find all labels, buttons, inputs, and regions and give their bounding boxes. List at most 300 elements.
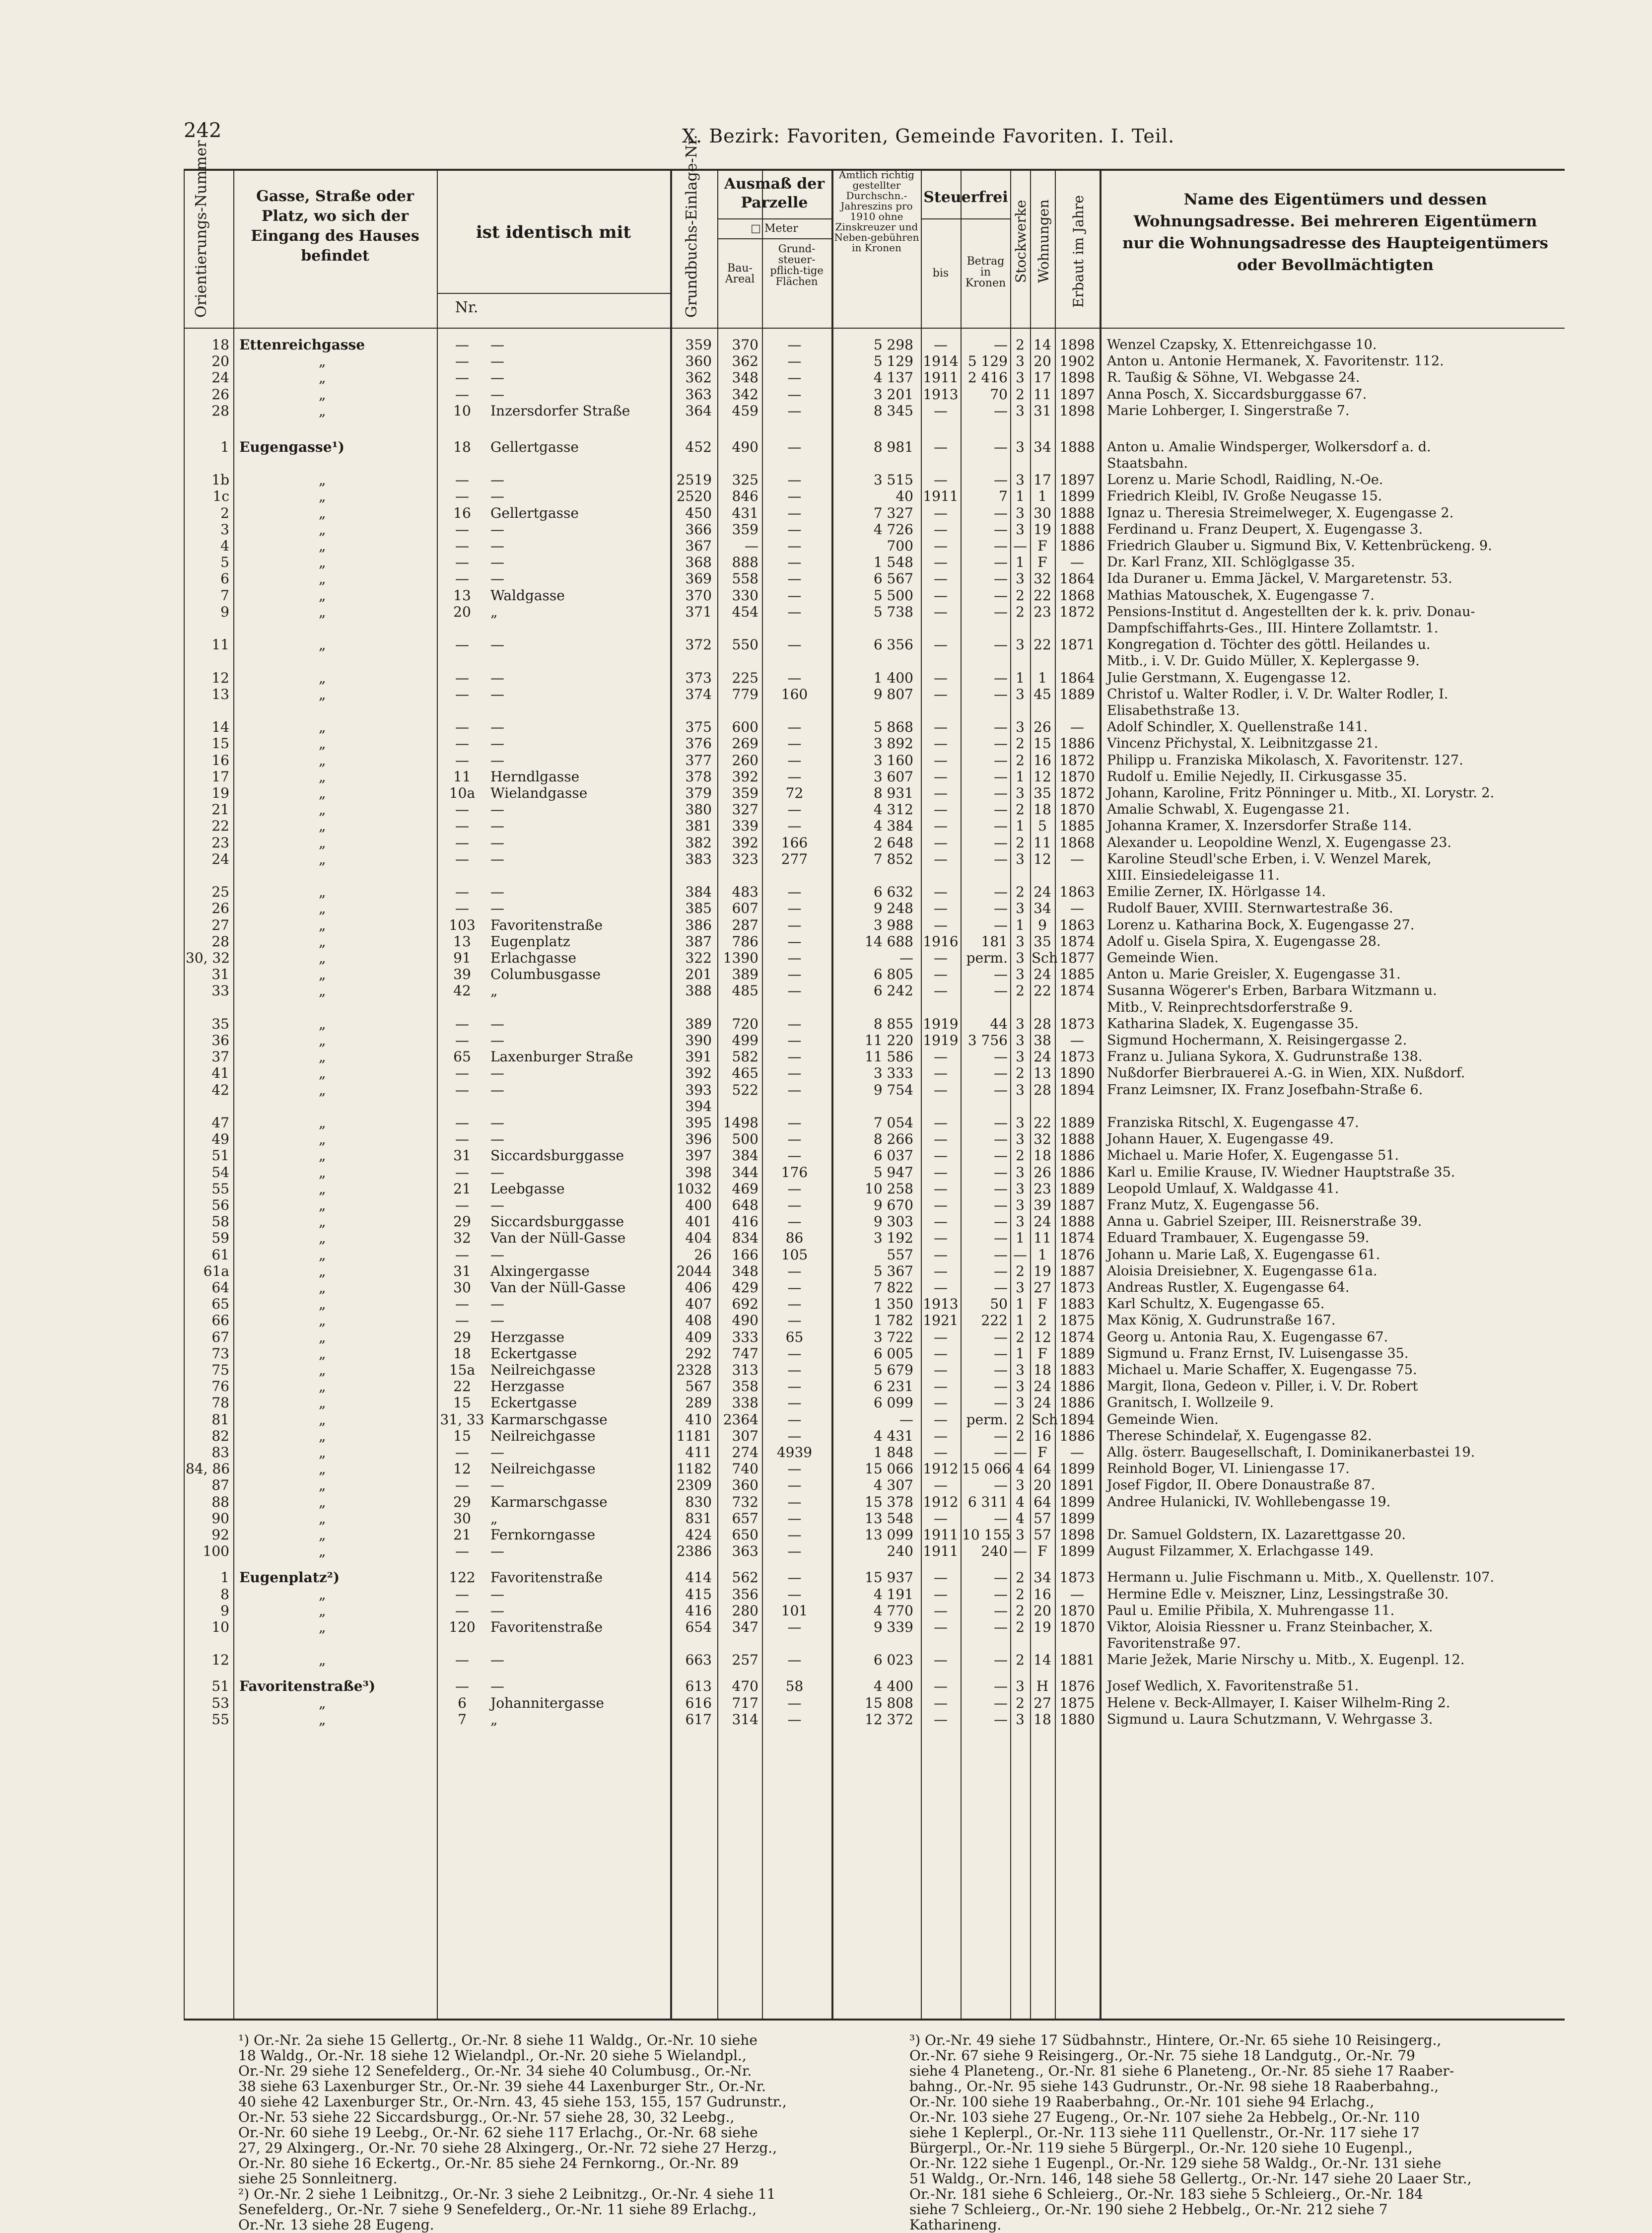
cell-grundsteuer: — <box>787 438 802 455</box>
cell-street: „ <box>319 801 326 818</box>
cell-ident-nr: — <box>455 686 469 702</box>
cell-jahreszins: 11 586 <box>865 1048 913 1065</box>
table-row <box>184 1586 1565 1603</box>
cell-ident-street: — <box>490 1032 504 1049</box>
cell-owner: Friedrich Kleibl, IV. Große Neugasse 15. <box>1107 488 1382 504</box>
cell-ident-street: Leebgasse <box>490 1180 565 1197</box>
cell-ident-street: Eckertgasse <box>490 1345 577 1362</box>
cell-wohnungen: 24 <box>1033 884 1051 901</box>
cell-stockwerke: 3 <box>1016 785 1025 802</box>
cell-ident-nr: — <box>455 1444 469 1461</box>
header-jahreszins: Amtlich richtig gestellter Durchschn.-Jahreszins pro 1910 ohne Zinskreuzer und Neben-gebühren in Kronen <box>834 169 919 254</box>
cell-jahreszins: 4 400 <box>873 1678 913 1695</box>
cell-wohnungen: 2 <box>1038 1312 1047 1329</box>
cell-ident-street: — <box>490 353 504 370</box>
cell-street: „ <box>319 1378 326 1395</box>
cell-steuerfrei-bis: — <box>934 1180 948 1197</box>
cell-jahreszins: 5 947 <box>873 1164 913 1181</box>
cell-ident-nr: — <box>455 1015 469 1032</box>
footnote-line: Or.-Nr. 100 siehe 19 Raaberbahng., Or.-Nr. 101 siehe 94 Erlachg., <box>909 2093 1375 2110</box>
cell-steuerfrei-bis: — <box>934 1213 948 1230</box>
cell-orientation: 61a <box>203 1262 229 1279</box>
cell-bau-areal: 269 <box>732 735 758 752</box>
cell-ident-street: — <box>490 1115 504 1131</box>
cell-owner: Julie Gerstmann, X. Eugengasse 12. <box>1107 670 1351 686</box>
cell-jahreszins: 6 567 <box>873 570 913 587</box>
cell-orientation: 53 <box>211 1694 229 1711</box>
cell-ident-street: — <box>490 1678 504 1695</box>
cell-jahreszins: 240 <box>887 1543 913 1560</box>
cell-orientation: 1c <box>212 488 229 505</box>
footnote-line: 40 siehe 42 Laxenburger Str., Or.-Nrn. 43, 45 siehe 153, 155, 157 Gudrunstr., <box>238 2093 787 2110</box>
cell-bau-areal: 327 <box>732 801 758 818</box>
cell-steuerfrei-bis: 1911 <box>923 488 959 505</box>
cell-grundsteuer: 72 <box>785 785 804 802</box>
cell-wohnungen: F <box>1037 538 1047 555</box>
cell-stockwerke: 1 <box>1016 768 1025 785</box>
cell-street: „ <box>319 538 326 555</box>
cell-orientation: 73 <box>211 1345 229 1362</box>
cell-orientation: 37 <box>211 1048 229 1065</box>
cell-owner: Elisabethstraße 13. <box>1107 703 1240 719</box>
cell-steuerfrei-bis: — <box>934 818 948 835</box>
table-row <box>184 1329 1565 1346</box>
cell-steuerfrei-bis: 1912 <box>923 1493 959 1510</box>
cell-ident-street: Favoritenstraße <box>490 1618 603 1635</box>
cell-wohnungen: 16 <box>1033 1427 1051 1444</box>
cell-street: „ <box>319 1230 326 1247</box>
cell-ident-nr: 16 <box>453 504 471 521</box>
cell-grundsteuer: 86 <box>785 1230 804 1247</box>
cell-jahreszins: 4 307 <box>873 1477 913 1494</box>
cell-steuerfrei-betrag: 3 756 <box>967 1032 1008 1049</box>
cell-wohnungen: F <box>1037 1444 1047 1461</box>
cell-wohnungen: 34 <box>1033 1569 1051 1586</box>
cell-erbaut: 1886 <box>1059 1378 1095 1395</box>
cell-ident-street: — <box>490 834 504 851</box>
footnote-line: Katharineng. <box>909 2217 1002 2233</box>
cell-grundsteuer: — <box>787 587 802 604</box>
cell-owner: Johann Hauer, X. Eugengasse 49. <box>1107 1131 1334 1147</box>
table-row <box>184 554 1565 571</box>
cell-street: „ <box>319 719 326 736</box>
cell-ident-nr: — <box>455 1081 469 1098</box>
cell-grundbuch: 2519 <box>676 472 712 488</box>
cell-grundbuch: 452 <box>685 438 712 455</box>
cell-bau-areal: 469 <box>732 1180 758 1197</box>
cell-owner: Rudolf Bauer, XVIII. Sternwartestraße 36. <box>1107 901 1393 916</box>
cell-steuerfrei-bis: 1919 <box>923 1015 959 1032</box>
cell-ident-nr: 15 <box>453 1395 471 1411</box>
cell-stockwerke: 2 <box>1016 1262 1025 1279</box>
cell-street: „ <box>319 1461 326 1477</box>
cell-steuerfrei-betrag: — <box>994 587 1008 604</box>
cell-stockwerke: 1 <box>1016 1296 1025 1313</box>
table-row <box>184 1411 1565 1428</box>
cell-erbaut: 1887 <box>1059 1262 1095 1279</box>
cell-ident-street: Eckertgasse <box>490 1395 577 1411</box>
cell-grundbuch: 401 <box>685 1213 712 1230</box>
cell-steuerfrei-bis: — <box>934 1711 948 1728</box>
cell-street: „ <box>319 1246 326 1263</box>
cell-grundsteuer: — <box>787 1131 802 1148</box>
cell-owner: Ferdinand u. Franz Deupert, X. Eugengasse 3. <box>1107 521 1423 537</box>
cell-orientation: 1 <box>220 438 229 455</box>
cell-steuerfrei-bis: 1919 <box>923 1032 959 1049</box>
table-row <box>184 1428 1565 1445</box>
cell-stockwerke: 3 <box>1016 686 1025 702</box>
cell-wohnungen: 24 <box>1033 1395 1051 1411</box>
cell-bau-areal: 490 <box>732 438 758 455</box>
cell-jahreszins: 9 754 <box>873 1081 913 1098</box>
cell-grundbuch: 370 <box>685 587 712 604</box>
cell-owner: Eduard Trambauer, X. Eugengasse 59. <box>1107 1230 1370 1246</box>
cell-wohnungen: 20 <box>1033 1477 1051 1494</box>
cell-jahreszins: 3 192 <box>873 1230 913 1247</box>
footnote-line: Or.-Nr. 122 siehe 1 Eugenpl., Or.-Nr. 129 siehe 58 Waldg., Or.-Nr. 131 siehe <box>909 2155 1442 2171</box>
cell-orientation: 76 <box>211 1378 229 1395</box>
cell-grundsteuer: — <box>787 636 802 653</box>
cell-wohnungen: 24 <box>1033 1378 1051 1395</box>
cell-erbaut: 1863 <box>1059 884 1095 901</box>
cell-steuerfrei-betrag: 7 <box>999 488 1008 505</box>
cell-grundbuch: 385 <box>685 900 712 917</box>
cell-jahreszins: 5 298 <box>873 337 913 353</box>
cell-owner: Pensions-Institut d. Angestellten der k. k. priv. Donau- <box>1107 604 1475 620</box>
cell-street: „ <box>319 1477 326 1494</box>
cell-street: „ <box>319 1048 326 1065</box>
cell-ident-street: Laxenburger Straße <box>490 1048 633 1065</box>
cell-erbaut: 1876 <box>1059 1678 1095 1695</box>
cell-street: „ <box>319 1527 326 1543</box>
table-row <box>184 1230 1565 1247</box>
cell-jahreszins: 6 023 <box>873 1652 913 1669</box>
cell-ident-nr: — <box>455 369 469 386</box>
cell-wohnungen: 32 <box>1033 1131 1051 1148</box>
cell-orientation: 4 <box>220 538 229 555</box>
cell-bau-areal: 416 <box>732 1213 758 1230</box>
cell-steuerfrei-betrag: — <box>994 1197 1008 1214</box>
cell-steuerfrei-betrag: — <box>994 1131 1008 1148</box>
cell-jahreszins: 1 350 <box>873 1296 913 1313</box>
cell-steuerfrei-betrag: — <box>994 1569 1008 1586</box>
cell-wohnungen: 45 <box>1033 686 1051 702</box>
cell-wohnungen: 22 <box>1033 982 1051 999</box>
cell-erbaut: 1886 <box>1059 1427 1095 1444</box>
cell-erbaut: 1897 <box>1059 386 1095 403</box>
cell-steuerfrei-betrag: — <box>994 1618 1008 1635</box>
cell-erbaut: 1886 <box>1059 1395 1095 1411</box>
header-nr: Nr. <box>455 299 479 316</box>
cell-ident-nr: — <box>455 1602 469 1619</box>
cell-ident-nr: — <box>455 538 469 555</box>
cell-stockwerke: 3 <box>1016 472 1025 488</box>
cell-orientation: 23 <box>211 834 229 851</box>
cell-stockwerke: 3 <box>1016 521 1025 538</box>
cell-orientation: 51 <box>211 1678 229 1695</box>
cell-orientation: 28 <box>211 402 229 419</box>
cell-wohnungen: 35 <box>1033 785 1051 802</box>
cell-steuerfrei-bis: — <box>934 1048 948 1065</box>
cell-grundbuch: 360 <box>685 353 712 370</box>
cell-orientation: 55 <box>211 1711 229 1728</box>
cell-jahreszins: 3 515 <box>873 472 913 488</box>
cell-street: „ <box>319 1131 326 1148</box>
cell-ident-nr: 10 <box>453 402 471 419</box>
cell-grundbuch: 391 <box>685 1048 712 1065</box>
cell-orientation: 26 <box>211 386 229 403</box>
cell-bau-areal: 550 <box>732 636 758 653</box>
cell-steuerfrei-betrag: — <box>994 1180 1008 1197</box>
cell-bau-areal: 648 <box>732 1197 758 1214</box>
cell-bau-areal: 499 <box>732 1032 758 1049</box>
cell-steuerfrei-betrag: — <box>994 916 1008 933</box>
cell-stockwerke: 3 <box>1016 1678 1025 1695</box>
cell-wohnungen: 19 <box>1033 1618 1051 1635</box>
cell-street: „ <box>319 488 326 505</box>
cell-owner: Johann u. Marie Laß, X. Eugengasse 61. <box>1107 1247 1380 1262</box>
cell-ident-nr: 42 <box>453 982 471 999</box>
table-row <box>184 1652 1565 1669</box>
cell-ident-street: — <box>490 472 504 488</box>
cell-ident-street: Siccardsburggasse <box>490 1213 624 1230</box>
cell-grundsteuer: — <box>787 950 802 967</box>
cell-steuerfrei-bis: 1912 <box>923 1461 959 1477</box>
cell-erbaut: 1889 <box>1059 1180 1095 1197</box>
cell-wohnungen: 32 <box>1033 570 1051 587</box>
cell-ident-nr: 10a <box>449 785 476 802</box>
table-row <box>184 386 1565 403</box>
cell-bau-areal: 779 <box>732 686 758 702</box>
cell-owner: Christof u. Walter Rodler, i. V. Dr. Walter Rodler, I. <box>1107 686 1448 702</box>
cell-ident-nr: — <box>455 1246 469 1263</box>
table-row <box>184 636 1565 653</box>
cell-grundbuch: 367 <box>685 538 712 555</box>
header-ausmass: Ausmaß der Parzelle <box>724 175 825 211</box>
cell-grundbuch: 407 <box>685 1296 712 1313</box>
cell-grundbuch: 359 <box>685 337 712 353</box>
cell-bau-areal: 657 <box>732 1510 758 1527</box>
cell-ident-street: — <box>490 850 504 867</box>
cell-jahreszins: 3 988 <box>873 916 913 933</box>
cell-ident-street: — <box>490 735 504 752</box>
cell-stockwerke: 3 <box>1016 1213 1025 1230</box>
table-row <box>184 472 1565 488</box>
cell-owner: Reinhold Boger, VI. Liniengasse 17. <box>1107 1461 1350 1477</box>
footnote-line: 18 Waldg., Or.-Nr. 18 siehe 12 Wielandpl., Or.-Nr. 20 siehe 5 Wielandpl., <box>238 2047 747 2064</box>
table-row <box>184 867 1565 884</box>
cell-steuerfrei-bis: — <box>934 1131 948 1148</box>
cell-owner: Franziska Ritschl, X. Eugengasse 47. <box>1107 1115 1359 1131</box>
cell-erbaut: 1889 <box>1059 1345 1095 1362</box>
cell-wohnungen: 1 <box>1038 1246 1047 1263</box>
cell-stockwerke: 2 <box>1016 834 1025 851</box>
cell-street: „ <box>319 1164 326 1181</box>
cell-stockwerke: — <box>1013 538 1027 555</box>
cell-street: „ <box>319 1262 326 1279</box>
table-row <box>184 1619 1565 1636</box>
cell-wohnungen: 28 <box>1033 1015 1051 1032</box>
cell-ident-street: — <box>490 1312 504 1329</box>
cell-wohnungen: 19 <box>1033 1262 1051 1279</box>
cell-grundsteuer: — <box>787 1362 802 1379</box>
cell-owner: Hermine Edle v. Meiszner, Linz, Lessingstraße 30. <box>1107 1586 1449 1602</box>
cell-ident-street: „ <box>490 603 498 620</box>
cell-ident-street: Favoritenstraße <box>490 916 603 933</box>
cell-grundbuch: 390 <box>685 1032 712 1049</box>
header-bau-areal: Bau-Areal <box>725 262 755 285</box>
cell-grundbuch: 368 <box>685 554 712 571</box>
cell-jahreszins: 6 242 <box>873 982 913 999</box>
table-row <box>184 719 1565 736</box>
cell-bau-areal: 348 <box>732 1262 758 1279</box>
cell-orientation: 1b <box>211 472 229 488</box>
cell-erbaut: 1873 <box>1059 1279 1095 1296</box>
cell-jahreszins: 4 770 <box>873 1602 913 1619</box>
cell-ident-nr: 13 <box>453 587 471 604</box>
cell-steuerfrei-betrag: 70 <box>990 386 1008 403</box>
table-row <box>184 752 1565 769</box>
header-street: Gasse, Straße oder Platz, wo sich der Eingang des Hauses befindet <box>251 188 419 265</box>
cell-orientation: 12 <box>211 1652 229 1669</box>
cell-erbaut: — <box>1070 1586 1084 1603</box>
cell-jahreszins: 9 339 <box>873 1618 913 1635</box>
table-row <box>184 570 1565 587</box>
cell-street: „ <box>319 1427 326 1444</box>
cell-steuerfrei-bis: — <box>934 1652 948 1669</box>
cell-wohnungen: 31 <box>1033 402 1051 419</box>
cell-stockwerke: 1 <box>1016 818 1025 835</box>
cell-steuerfrei-betrag: — <box>994 538 1008 555</box>
cell-grundbuch: 384 <box>685 884 712 901</box>
cell-steuerfrei-betrag: — <box>994 686 1008 702</box>
cell-grundsteuer: 58 <box>785 1678 804 1695</box>
table-row <box>184 1461 1565 1477</box>
footnote-line: Bürgerpl., Or.-Nr. 119 siehe 5 Bürgerpl., Or.-Nr. 120 siehe 10 Eugenpl., <box>909 2140 1413 2156</box>
cell-street: „ <box>319 1296 326 1313</box>
cell-owner: Lorenz u. Katharina Bock, X. Eugengasse 27. <box>1107 917 1415 933</box>
cell-erbaut: — <box>1070 554 1084 571</box>
cell-jahreszins: 1 848 <box>873 1444 913 1461</box>
cell-wohnungen: 22 <box>1033 587 1051 604</box>
cell-wohnungen: 19 <box>1033 521 1051 538</box>
table-row <box>184 950 1565 967</box>
cell-grundsteuer: — <box>787 801 802 818</box>
table-row <box>184 1510 1565 1527</box>
cell-grundbuch: 369 <box>685 570 712 587</box>
cell-wohnungen: 9 <box>1038 916 1047 933</box>
cell-wohnungen: Sch <box>1032 1411 1058 1428</box>
cell-orientation: 42 <box>211 1081 229 1098</box>
table-row <box>184 1635 1565 1652</box>
cell-owner: Rudolf u. Emilie Nejedly, II. Cirkusgasse 35. <box>1107 768 1407 784</box>
table-row <box>184 785 1565 802</box>
cell-street: „ <box>319 1279 326 1296</box>
cell-steuerfrei-bis: 1914 <box>923 353 959 370</box>
cell-jahreszins: 12 372 <box>865 1711 913 1728</box>
cell-steuerfrei-bis: 1916 <box>923 933 959 950</box>
cell-erbaut: 1890 <box>1059 1065 1095 1082</box>
cell-orientation: 12 <box>211 669 229 686</box>
cell-stockwerke: 3 <box>1016 1362 1025 1379</box>
cell-ident-street: — <box>490 752 504 768</box>
cell-grundbuch: 424 <box>685 1527 712 1543</box>
cell-erbaut: 1877 <box>1059 950 1095 967</box>
cell-street: „ <box>319 1345 326 1362</box>
cell-steuerfrei-betrag: — <box>994 669 1008 686</box>
cell-steuerfrei-betrag: — <box>994 1510 1008 1527</box>
cell-wohnungen: F <box>1037 1296 1047 1313</box>
cell-orientation: 18 <box>211 337 229 353</box>
cell-wohnungen: 13 <box>1033 1065 1051 1082</box>
cell-stockwerke: 2 <box>1016 587 1025 604</box>
cell-steuerfrei-betrag: — <box>994 1477 1008 1494</box>
cell-street: „ <box>319 1115 326 1131</box>
cell-orientation: 78 <box>211 1395 229 1411</box>
cell-orientation: 51 <box>211 1147 229 1164</box>
cell-bau-areal: 562 <box>732 1569 758 1586</box>
cell-grundbuch: 2386 <box>676 1543 712 1560</box>
cell-ident-nr: 30 <box>453 1510 471 1527</box>
cell-bau-areal: 347 <box>732 1618 758 1635</box>
cell-ident-nr: — <box>455 554 469 571</box>
cell-ident-street: Wielandgasse <box>490 785 588 802</box>
cell-grundbuch: 2520 <box>676 488 712 505</box>
table-row <box>184 1098 1565 1115</box>
cell-grundbuch: 392 <box>685 1065 712 1082</box>
cell-street: „ <box>319 1312 326 1329</box>
table-row <box>184 917 1565 934</box>
cell-street: „ <box>319 636 326 653</box>
header-steuerfrei-bis: bis <box>932 267 949 279</box>
cell-steuerfrei-betrag: — <box>994 1444 1008 1461</box>
cell-street: „ <box>319 1444 326 1461</box>
cell-orientation: 64 <box>211 1279 229 1296</box>
cell-orientation: 20 <box>211 353 229 370</box>
cell-street: „ <box>319 1065 326 1082</box>
cell-wohnungen: 18 <box>1033 1362 1051 1379</box>
cell-owner: Hermann u. Julie Fischmann u. Mitb., X. Quellenstr. 107. <box>1107 1570 1495 1586</box>
cell-steuerfrei-betrag: 240 <box>981 1543 1008 1560</box>
cell-bau-areal: 339 <box>732 818 758 835</box>
cell-stockwerke: 1 <box>1016 916 1025 933</box>
cell-stockwerke: 2 <box>1016 752 1025 768</box>
cell-steuerfrei-bis: — <box>934 1427 948 1444</box>
cell-erbaut: 1876 <box>1059 1246 1095 1263</box>
cell-erbaut: 1863 <box>1059 916 1095 933</box>
cell-stockwerke: 3 <box>1016 1032 1025 1049</box>
cell-erbaut: 1899 <box>1059 1493 1095 1510</box>
footnote-line: siehe 25 Sonnleitnerg. <box>238 2170 398 2187</box>
cell-grundsteuer: — <box>787 669 802 686</box>
cell-jahreszins: 3 892 <box>873 735 913 752</box>
cell-orientation: 49 <box>211 1131 229 1148</box>
cell-ident-nr: 6 <box>458 1694 467 1711</box>
cell-street: „ <box>319 933 326 950</box>
table-row <box>184 982 1565 999</box>
cell-wohnungen: 64 <box>1033 1493 1051 1510</box>
cell-erbaut: — <box>1070 900 1084 917</box>
cell-erbaut: 1898 <box>1059 1527 1095 1543</box>
cell-jahreszins: 9 807 <box>873 686 913 702</box>
table-row <box>184 1147 1565 1164</box>
cell-erbaut: 1894 <box>1059 1081 1095 1098</box>
cell-steuerfrei-betrag: — <box>994 1279 1008 1296</box>
footnote-line: Or.-Nr. 29 siehe 12 Senefelderg., Or.-Nr. 34 siehe 40 Columbusg., Or.-Nr. <box>238 2063 752 2079</box>
cell-ident-street: — <box>490 1131 504 1148</box>
cell-stockwerke: 4 <box>1016 1493 1025 1510</box>
cell-jahreszins: 7 327 <box>873 504 913 521</box>
